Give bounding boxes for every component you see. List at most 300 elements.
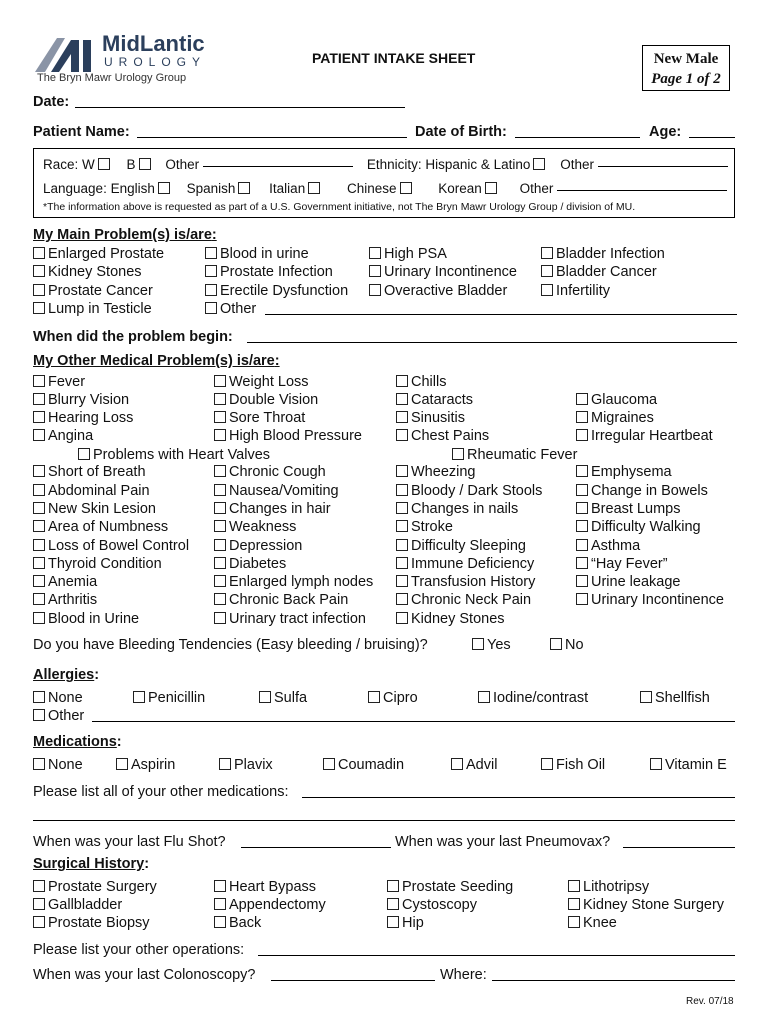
medical-problem-item-checkbox[interactable]	[33, 484, 45, 496]
surgery-item-checkbox[interactable]	[33, 880, 45, 892]
medical-problem-item[interactable]	[576, 392, 657, 408]
surgery-item[interactable]	[568, 915, 617, 931]
allergy-other-item[interactable]	[33, 708, 84, 724]
colonoscopy-field[interactable]	[271, 980, 435, 981]
surgery-item-label: Back	[229, 915, 262, 931]
allergy-other-item-label: Other	[48, 708, 85, 724]
allergy-item-label: None	[48, 690, 83, 706]
medical-problem-item-checkbox[interactable]	[576, 393, 588, 405]
main-problem-item[interactable]	[205, 264, 333, 280]
allergy-item-checkbox[interactable]	[640, 691, 652, 703]
language-english-label: Language: English	[43, 181, 155, 196]
main-problem-item-label: High PSA	[384, 246, 447, 262]
main-problem-other-field[interactable]	[265, 314, 737, 315]
main-problem-item-checkbox[interactable]	[369, 284, 381, 296]
medical-problem-item-label: Wheezing	[411, 464, 476, 480]
allergies-other-field[interactable]	[92, 721, 735, 722]
medical-problem-item[interactable]	[396, 574, 535, 590]
surgery-item[interactable]	[214, 915, 261, 931]
allergy-item[interactable]	[640, 690, 710, 706]
medical-problem-item[interactable]	[396, 374, 446, 390]
bleeding-no-checkbox[interactable]	[550, 638, 562, 650]
ethnicity-other-field[interactable]	[598, 166, 728, 167]
medical-problem-item-checkbox[interactable]	[33, 429, 45, 441]
medical-problem-item[interactable]	[396, 392, 473, 408]
medical-problem-item-checkbox[interactable]	[396, 557, 408, 569]
page-title: PATIENT INTAKE SHEET	[312, 50, 476, 66]
main-problem-item-checkbox[interactable]	[369, 247, 381, 259]
main-problem-item-checkbox[interactable]	[33, 302, 45, 314]
medical-problem-item-checkbox[interactable]	[33, 375, 45, 387]
medical-problem-item-label: Transfusion History	[411, 574, 536, 590]
medical-problem-item-label: Rheumatic Fever	[467, 447, 578, 463]
medical-problem-item-checkbox[interactable]	[33, 393, 45, 405]
main-problem-item-checkbox[interactable]	[541, 247, 553, 259]
medical-problem-item[interactable]	[396, 501, 518, 517]
race-b-checkbox[interactable]	[139, 158, 151, 170]
medical-problem-item-checkbox[interactable]	[576, 575, 588, 587]
medical-problem-item-label: Stroke	[411, 519, 453, 535]
medication-item-label: Fish Oil	[556, 757, 606, 773]
medication-item[interactable]	[541, 757, 605, 773]
medical-problem-item-label: Chronic Cough	[229, 464, 326, 480]
medical-problem-item-checkbox[interactable]	[214, 520, 226, 532]
main-problem-item[interactable]	[33, 264, 142, 280]
medical-problem-item-checkbox[interactable]	[33, 612, 45, 624]
medication-item-checkbox[interactable]	[541, 758, 553, 770]
revision-footer: Rev. 07/18	[686, 996, 734, 1007]
medical-problem-item[interactable]	[214, 464, 326, 480]
medical-problem-item-checkbox[interactable]	[214, 393, 226, 405]
date-label: Date:	[33, 94, 70, 110]
allergy-item-checkbox[interactable]	[259, 691, 271, 703]
main-problem-item-label: Prostate Infection	[220, 264, 333, 280]
medical-problem-item[interactable]	[396, 483, 542, 499]
medication-item-label: Plavix	[234, 757, 273, 773]
allergy-item[interactable]	[478, 690, 588, 706]
main-problem-item-checkbox[interactable]	[205, 302, 217, 314]
main-problem-item[interactable]	[33, 246, 164, 262]
medical-problem-item-label: Double Vision	[229, 392, 319, 408]
surgery-item-checkbox[interactable]	[214, 880, 226, 892]
medication-item[interactable]	[650, 757, 727, 773]
race-b-label: B	[126, 157, 136, 172]
allergy-item-checkbox[interactable]	[478, 691, 490, 703]
allergy-item[interactable]	[33, 690, 83, 706]
medical-problem-item-checkbox[interactable]	[33, 539, 45, 551]
medical-problem-item-checkbox[interactable]	[396, 575, 408, 587]
when-begin-field[interactable]	[247, 342, 737, 343]
medication-item[interactable]	[323, 757, 404, 773]
medication-item-label: None	[48, 757, 83, 773]
medical-problem-item[interactable]	[396, 519, 453, 535]
medication-item[interactable]	[116, 757, 175, 773]
main-problem-item-checkbox[interactable]	[205, 284, 217, 296]
ethnicity-checkbox[interactable]	[533, 158, 545, 170]
race-other-field[interactable]	[203, 166, 353, 167]
medical-problem-item-checkbox[interactable]	[396, 465, 408, 477]
medical-problem-item-label: Arthritis	[48, 592, 98, 608]
medical-problem-item[interactable]	[576, 592, 724, 608]
surgery-item-label: Prostate Surgery	[48, 879, 157, 895]
medical-problem-item-label: Difficulty Sleeping	[411, 538, 526, 554]
medical-problem-item-checkbox[interactable]	[576, 593, 588, 605]
bleeding-yes[interactable]	[472, 637, 511, 653]
main-problem-item-label: Blood in urine	[220, 246, 309, 262]
medical-problem-item-label: Short of Breath	[48, 464, 146, 480]
medical-problem-item[interactable]	[214, 483, 339, 499]
medical-problem-item[interactable]	[396, 538, 526, 554]
surgery-item-checkbox[interactable]	[33, 898, 45, 910]
surgery-item[interactable]	[387, 897, 477, 913]
allergy-item-label: Sulfa	[274, 690, 308, 706]
bleeding-yes-checkbox[interactable]	[472, 638, 484, 650]
main-problem-item-checkbox[interactable]	[541, 284, 553, 296]
allergies-heading: Allergies:	[33, 667, 100, 683]
allergy-item[interactable]	[368, 690, 418, 706]
medication-item-checkbox[interactable]	[451, 758, 463, 770]
race-w-checkbox[interactable]	[98, 158, 110, 170]
main-problem-item[interactable]	[205, 246, 309, 262]
race-w-label: Race: W	[43, 157, 95, 172]
korean-label: Korean	[438, 181, 482, 196]
medical-problem-item[interactable]	[576, 538, 640, 554]
medical-problem-item[interactable]	[214, 410, 305, 426]
surgery-item-label: Hip	[402, 915, 424, 931]
medication-item-checkbox[interactable]	[323, 758, 335, 770]
medical-problem-item-label: Irregular Heartbeat	[591, 428, 713, 444]
surgery-item[interactable]	[33, 897, 122, 913]
medical-problem-item-checkbox[interactable]	[396, 411, 408, 423]
medical-problem-item-label: Abdominal Pain	[48, 483, 150, 499]
medication-item[interactable]	[451, 757, 497, 773]
age-field[interactable]	[689, 137, 735, 138]
date-field[interactable]	[75, 107, 405, 108]
spanish-checkbox[interactable]	[238, 182, 250, 194]
medical-problem-item-label: Urinary tract infection	[229, 611, 366, 627]
medical-problem-item-checkbox[interactable]	[214, 575, 226, 587]
main-problem-item-label: Prostate Cancer	[48, 283, 153, 299]
main-problem-item-label: Enlarged Prostate	[48, 246, 165, 262]
medical-problem-item-label: New Skin Lesion	[48, 501, 156, 517]
surgery-item[interactable]	[33, 879, 157, 895]
medication-item-checkbox[interactable]	[116, 758, 128, 770]
medical-problem-item[interactable]	[214, 392, 318, 408]
main-problem-item-label: Bladder Infection	[556, 246, 665, 262]
medical-problem-item[interactable]	[78, 447, 270, 463]
main-problem-item-checkbox[interactable]	[541, 265, 553, 277]
medication-item-label: Vitamin E	[665, 757, 727, 773]
medical-problem-item[interactable]	[33, 611, 139, 627]
medical-problem-item-checkbox[interactable]	[576, 502, 588, 514]
medical-problem-item[interactable]	[576, 519, 701, 535]
medical-problem-item-checkbox[interactable]	[214, 612, 226, 624]
other-medical-heading-text: My Other Medical Problem(s) is/are	[33, 353, 275, 369]
medical-problem-item-checkbox[interactable]	[576, 557, 588, 569]
medical-problem-item-checkbox[interactable]	[214, 502, 226, 514]
ethnicity-other-label: Other	[560, 157, 594, 172]
medical-problem-item-checkbox[interactable]	[576, 411, 588, 423]
medical-problem-item-checkbox[interactable]	[214, 429, 226, 441]
medical-problem-item[interactable]	[33, 538, 189, 554]
main-problem-item-checkbox[interactable]	[205, 265, 217, 277]
main-problem-item[interactable]	[369, 246, 447, 262]
medical-problem-item-checkbox[interactable]	[214, 411, 226, 423]
medical-problem-item-checkbox[interactable]	[396, 375, 408, 387]
allergy-item-label: Penicillin	[148, 690, 206, 706]
medical-problem-item-checkbox[interactable]	[33, 557, 45, 569]
medical-problem-item[interactable]	[33, 392, 129, 408]
other-operations-field[interactable]	[258, 955, 735, 956]
medical-problem-item[interactable]	[576, 410, 654, 426]
medication-item-checkbox[interactable]	[219, 758, 231, 770]
main-problem-item[interactable]	[205, 301, 256, 317]
medical-problem-item-checkbox[interactable]	[576, 465, 588, 477]
other-medical-heading: My Other Medical Problem(s) is/are:	[33, 353, 280, 369]
medical-problem-item[interactable]	[214, 556, 286, 572]
medical-problem-item-checkbox[interactable]	[214, 465, 226, 477]
surgery-item-checkbox[interactable]	[33, 916, 45, 928]
medications-heading-text: Medications	[33, 734, 117, 750]
medical-problem-item-checkbox[interactable]	[396, 593, 408, 605]
when-begin-label: When did the problem begin:	[33, 329, 233, 345]
medical-problem-item-label: Glaucoma	[591, 392, 658, 408]
medical-problem-item[interactable]	[33, 556, 162, 572]
allergy-other-item-checkbox[interactable]	[33, 709, 45, 721]
main-problem-item-label: Lump in Testicle	[48, 301, 152, 317]
main-problem-item[interactable]	[205, 283, 348, 299]
surgery-item-checkbox[interactable]	[387, 898, 399, 910]
allergy-item[interactable]	[259, 690, 307, 706]
main-problem-item-checkbox[interactable]	[33, 247, 45, 259]
italian-checkbox[interactable]	[308, 182, 320, 194]
main-problem-item[interactable]	[369, 283, 507, 299]
surgery-item[interactable]	[214, 879, 316, 895]
surgery-item[interactable]	[568, 879, 649, 895]
surgery-item[interactable]	[387, 879, 513, 895]
chinese-checkbox[interactable]	[400, 182, 412, 194]
medical-problem-item[interactable]	[452, 447, 577, 463]
allergy-item-checkbox[interactable]	[368, 691, 380, 703]
main-problem-item-label: Erectile Dysfunction	[220, 283, 349, 299]
medical-problem-item[interactable]	[33, 519, 168, 535]
medical-problem-item-checkbox[interactable]	[33, 465, 45, 477]
medical-problem-item-label: Anemia	[48, 574, 98, 590]
patient-name-field[interactable]	[137, 137, 407, 138]
medical-problem-item-label: Asthma	[591, 538, 641, 554]
medical-problem-item[interactable]	[214, 501, 331, 517]
medical-problem-item-checkbox[interactable]	[33, 593, 45, 605]
medical-problem-item-label: Diabetes	[229, 556, 287, 572]
medication-item[interactable]	[33, 757, 83, 773]
medical-problem-item-checkbox[interactable]	[33, 520, 45, 532]
medical-problem-item[interactable]	[33, 464, 146, 480]
surgery-item[interactable]	[568, 897, 724, 913]
medical-problem-item[interactable]	[576, 428, 713, 444]
dob-field[interactable]	[515, 137, 640, 138]
medical-problem-item-checkbox[interactable]	[396, 520, 408, 532]
medical-problem-item-checkbox[interactable]	[396, 393, 408, 405]
medical-problem-item[interactable]	[396, 428, 489, 444]
surgery-item-checkbox[interactable]	[214, 898, 226, 910]
medication-item[interactable]	[219, 757, 273, 773]
medical-problem-item[interactable]	[33, 574, 97, 590]
medical-problem-item[interactable]	[576, 464, 672, 480]
language-other-field[interactable]	[557, 190, 727, 191]
medical-problem-item-checkbox[interactable]	[396, 502, 408, 514]
surgery-item[interactable]	[387, 915, 424, 931]
medical-problem-item-checkbox[interactable]	[576, 429, 588, 441]
medical-problem-item-label: Urinary Incontinence	[591, 592, 724, 608]
medical-problem-item-label: Fever	[48, 374, 86, 390]
where-field[interactable]	[492, 980, 735, 981]
bleeding-no[interactable]	[550, 637, 584, 653]
bleeding-yes-label: Yes	[487, 637, 511, 653]
bleeding-question: Do you have Bleeding Tendencies (Easy bleeding / bruising)?	[33, 637, 428, 653]
medical-problem-item[interactable]	[214, 374, 309, 390]
surgery-item-checkbox[interactable]	[214, 916, 226, 928]
medical-problem-item[interactable]	[33, 501, 156, 517]
medical-problem-item-checkbox[interactable]	[214, 539, 226, 551]
medical-problem-item[interactable]	[396, 556, 534, 572]
bleeding-no-label: No	[565, 637, 584, 653]
medical-problem-item-label: Blurry Vision	[48, 392, 130, 408]
surgical-heading: Surgical History:	[33, 856, 150, 872]
medical-problem-item[interactable]	[396, 464, 475, 480]
medical-problem-item[interactable]	[396, 592, 531, 608]
medical-problem-item[interactable]	[214, 592, 348, 608]
english-checkbox[interactable]	[158, 182, 170, 194]
medical-problem-item-label: Change in Bowels	[591, 483, 708, 499]
medical-problem-item-checkbox[interactable]	[576, 539, 588, 551]
medical-problem-item-label: Problems with Heart Valves	[93, 447, 271, 463]
korean-checkbox[interactable]	[485, 182, 497, 194]
medical-problem-item-checkbox[interactable]	[214, 484, 226, 496]
language-other-label: Other	[519, 181, 554, 196]
allergy-item[interactable]	[133, 690, 205, 706]
medical-problem-item-checkbox[interactable]	[396, 612, 408, 624]
medical-problem-item-checkbox[interactable]	[33, 502, 45, 514]
surgery-item-checkbox[interactable]	[568, 916, 580, 928]
medical-problem-item-checkbox[interactable]	[452, 448, 464, 460]
surgery-item-checkbox[interactable]	[568, 880, 580, 892]
race-other-label: Other	[165, 157, 200, 172]
allergy-item-label: Cipro	[383, 690, 418, 706]
medical-problem-item-checkbox[interactable]	[214, 375, 226, 387]
medical-problem-item-label: Blood in Urine	[48, 611, 140, 627]
main-problem-item[interactable]	[369, 264, 517, 280]
main-problem-item-checkbox[interactable]	[33, 284, 45, 296]
surgery-item-checkbox[interactable]	[568, 898, 580, 910]
medical-problem-item-label: Chest Pains	[411, 428, 490, 444]
medication-item-label: Advil	[466, 757, 498, 773]
pneumovax-field[interactable]	[623, 847, 735, 848]
main-problem-item[interactable]	[541, 246, 665, 262]
surgery-item-label: Cystoscopy	[402, 897, 477, 913]
surgery-item[interactable]	[214, 897, 326, 913]
flu-shot-label: When was your last Flu Shot?	[33, 834, 226, 850]
surgery-item-checkbox[interactable]	[387, 916, 399, 928]
medical-problem-item-checkbox[interactable]	[214, 557, 226, 569]
surgery-item-label: Knee	[583, 915, 617, 931]
medical-problem-item[interactable]	[33, 410, 133, 426]
other-medications-field-2[interactable]	[33, 820, 735, 821]
demographics-note: *The information above is requested as part of a U.S. Government initiative, not The Bryn Mawr Urology Group / division of MU.	[43, 201, 636, 213]
language-row	[43, 181, 727, 196]
main-problem-item[interactable]	[541, 264, 657, 280]
medical-problem-item-label: Immune Deficiency	[411, 556, 535, 572]
medical-problem-item[interactable]	[214, 538, 302, 554]
medical-problem-item-label: Sore Throat	[229, 410, 306, 426]
medical-problem-item[interactable]	[576, 483, 708, 499]
medical-problem-item-checkbox[interactable]	[33, 575, 45, 587]
main-problem-item-label: Infertility	[556, 283, 610, 299]
medication-item-checkbox[interactable]	[650, 758, 662, 770]
medical-problem-item[interactable]	[33, 483, 150, 499]
allergy-item-checkbox[interactable]	[133, 691, 145, 703]
medical-problem-item[interactable]	[396, 410, 465, 426]
ethnicity-label: Ethnicity: Hispanic & Latino	[366, 157, 531, 172]
main-problem-item[interactable]	[541, 283, 610, 299]
medical-problem-item-checkbox[interactable]	[78, 448, 90, 460]
medical-problem-item[interactable]	[576, 501, 680, 517]
medical-problem-item-checkbox[interactable]	[396, 539, 408, 551]
italian-label: Italian	[269, 181, 306, 196]
medical-problem-item-label: Bloody / Dark Stools	[411, 483, 543, 499]
main-problem-item-checkbox[interactable]	[33, 265, 45, 277]
medical-problem-item[interactable]	[396, 611, 505, 627]
medical-problem-item-checkbox[interactable]	[396, 429, 408, 441]
medical-problem-item-label: Depression	[229, 538, 303, 554]
main-problem-item[interactable]	[33, 283, 153, 299]
surgery-item-label: Prostate Seeding	[402, 879, 514, 895]
medical-problem-item-checkbox[interactable]	[396, 484, 408, 496]
surgery-item-label: Kidney Stone Surgery	[583, 897, 725, 913]
medical-problem-item[interactable]	[214, 611, 366, 627]
flu-shot-field[interactable]	[241, 847, 391, 848]
medical-problem-item-checkbox[interactable]	[33, 411, 45, 423]
main-problem-item-label: Other	[220, 301, 257, 317]
medical-problem-item-checkbox[interactable]	[576, 520, 588, 532]
patient-name-label: Patient Name:	[33, 124, 130, 140]
main-problem-item[interactable]	[33, 301, 152, 317]
medical-problem-item[interactable]	[214, 519, 296, 535]
medical-problem-item[interactable]	[214, 574, 373, 590]
surgery-item-checkbox[interactable]	[387, 880, 399, 892]
allergy-item-checkbox[interactable]	[33, 691, 45, 703]
medical-problem-item-label: High Blood Pressure	[229, 428, 362, 444]
medical-problem-item-label: Area of Numbness	[48, 519, 169, 535]
medical-problem-item-checkbox[interactable]	[214, 593, 226, 605]
surgery-item[interactable]	[33, 915, 150, 931]
medical-problem-item[interactable]	[33, 374, 85, 390]
medical-problem-item-label: Kidney Stones	[411, 611, 505, 627]
medical-problem-item[interactable]	[214, 428, 362, 444]
medical-problem-item[interactable]	[576, 574, 680, 590]
medical-problem-item[interactable]	[33, 592, 97, 608]
medical-problem-item[interactable]	[576, 556, 668, 572]
medication-item-checkbox[interactable]	[33, 758, 45, 770]
chinese-label: Chinese	[346, 181, 397, 196]
medical-problem-item-label: Angina	[48, 428, 94, 444]
medical-problem-item[interactable]	[33, 428, 93, 444]
main-problem-item-checkbox[interactable]	[369, 265, 381, 277]
other-medications-field[interactable]	[302, 797, 735, 798]
header-box-line1: New Male	[653, 51, 719, 67]
medical-problem-item-checkbox[interactable]	[576, 484, 588, 496]
medical-problem-item-label: Hearing Loss	[48, 410, 134, 426]
main-problem-item-checkbox[interactable]	[205, 247, 217, 259]
